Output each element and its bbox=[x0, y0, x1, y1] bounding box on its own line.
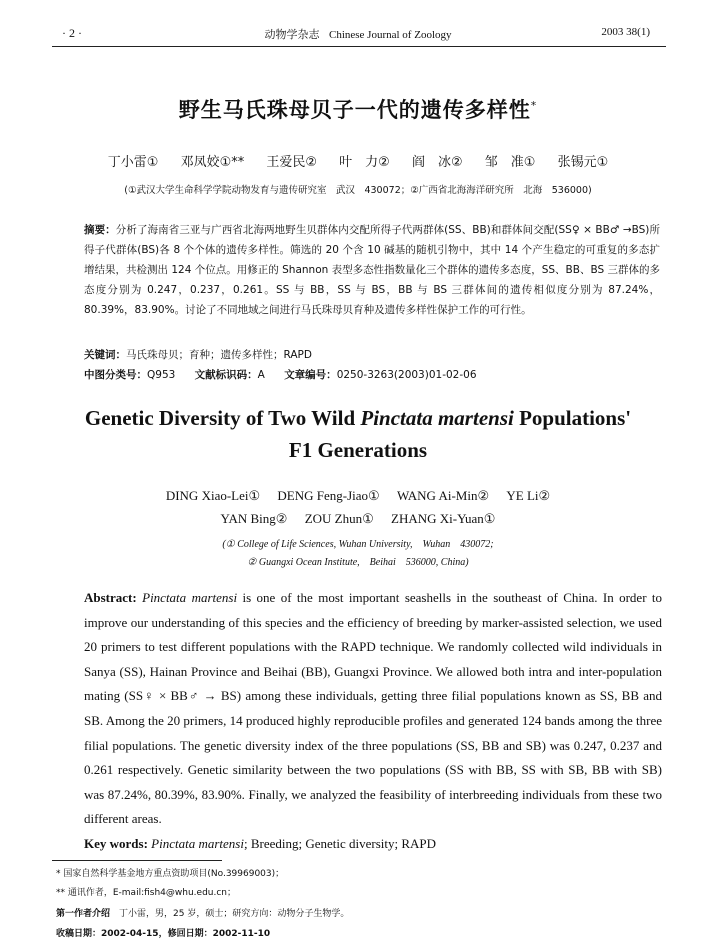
cn-author: 邹 准① bbox=[484, 155, 536, 170]
en-author: WANG Ai-Min② bbox=[396, 488, 490, 503]
en-authors-line-1 bbox=[0, 488, 716, 504]
cn-affiliation: (①武汉大学生命科学学院动物发育与遗传研究室 武汉 430072；②广西省北海海洋研究所 北海 536000) bbox=[124, 185, 592, 196]
footnote-contact: ** 通讯作者，E-mail:fish4@whu.edu.cn； bbox=[56, 888, 236, 898]
en-affiliation-2: ② Guangxi Ocean Institute, Beihai 536000, China) bbox=[247, 557, 469, 568]
en-author: DENG Feng-Jiao① bbox=[277, 488, 380, 503]
journal-name-cn: 动物学杂志 bbox=[264, 28, 320, 41]
en-title-line-1 bbox=[0, 402, 716, 434]
en-abstract-text: is one of the most important seashells in the southeast of China. In order to improve our understanding of this species and the efficiency of breeding by marker-assisted selection, we used 20 primers to test different populations with the RAPD technique. We randomly collected wild individuals in Sanya (SS), Hainan Province and Beihai (BB), Guangxi Province. We allowed both intra and inter-population mating (SS♀ × BB♂ → BS) among these individuals, getting three filial populations known as SS, BB and SB. Among the 20 primers, 14 produced highly reproducible profiles and generated 124 bands among the three filial populations. The genetic diversity index of the three populations (SS, BB and SB) was 0.247, 0.237 and 0.261 respectively. Genetic similarity between the two populations (SS with BB, SS with SB, BB with SB) was 87.24%, 80.39%, 83.90%. Finally, we analyzed the feasibility of interbreeding individuals from these two different areas. bbox=[84, 590, 663, 827]
first-author-text: 丁小雷，男，25 岁，硕士；研究方向：动物分子生物学。 bbox=[119, 909, 350, 919]
en-author: YE Li② bbox=[506, 488, 551, 503]
footnote-dates: 收稿日期：2002-04-15，修回日期：2002-11-10 bbox=[56, 929, 271, 939]
cn-title-footnote-mark: * bbox=[530, 99, 538, 112]
cn-author: 阎 冰② bbox=[411, 155, 463, 170]
cn-author: 王爱民② bbox=[266, 155, 318, 170]
cn-author: 邓凤姣①** bbox=[180, 155, 245, 170]
cn-author: 叶 力② bbox=[339, 155, 390, 170]
cn-abstract bbox=[84, 220, 660, 320]
issue-info: 2003 38(1) bbox=[601, 26, 650, 38]
cn-class-label: 中图分类号： bbox=[84, 369, 147, 381]
cn-keywords-text: 马氏珠母贝；育种；遗传多样性；RAPD bbox=[126, 349, 312, 361]
en-title-line-2: F1 Generations bbox=[288, 438, 428, 462]
cn-abstract-text: 分析了海南省三亚与广西省北海两地野生贝群体内交配所得子代两群体(SS、BB)和群体间交配(SS♀ × BB♂ →BS)所得子代群体(BS)各 8 个个体的遗传多样性。筛选的 20 个含 10 碱基的随机引物中，其中 14 个产生稳定的可重复的多态扩增结果，共检测出 124 个位点。用修正的 Shannon 表型多态性指数量化三个群体的遗传多态度，SS、BB、BS 三群体的多态度分别为 0.247，0.237，0.261。SS 与 BB，SS 与 BS，BB 与 BS 三群体间的遗传相似度分别为 87.24%，80.39%，83.90%。讨论了不同地域之间进行马氏珠母贝育种及遗传多样性保护工作的可行性。 bbox=[84, 224, 660, 316]
cn-title-text: 野生马氏珠母贝子一代的遗传多样性 bbox=[178, 98, 531, 122]
en-abstract-label: Abstract: bbox=[84, 590, 137, 605]
en-author: ZHANG Xi-Yuan① bbox=[391, 511, 496, 526]
cn-keywords-label: 关键词： bbox=[84, 349, 126, 361]
en-title-post: Populations' bbox=[513, 406, 632, 430]
cn-article-value: 0250-3263(2003)01-02-06 bbox=[336, 369, 477, 381]
cn-title bbox=[0, 94, 716, 124]
cn-author: 丁小雷① bbox=[107, 155, 159, 170]
page-number: · 2 · bbox=[62, 26, 82, 40]
header-rule bbox=[52, 46, 666, 47]
en-title-species: Pinctata martensi bbox=[360, 406, 514, 430]
footnote-rule bbox=[52, 860, 222, 861]
cn-classification bbox=[84, 367, 664, 382]
en-keywords-rest: ; Breeding; Genetic diversity; RAPD bbox=[243, 836, 437, 851]
en-author: DING Xiao-Lei① bbox=[165, 488, 261, 503]
cn-doc-label: 文献标识码： bbox=[194, 369, 258, 381]
en-abstract-species: Pinctata martensi bbox=[142, 590, 238, 605]
cn-article-label: 文章编号： bbox=[284, 369, 337, 381]
en-abstract bbox=[84, 586, 662, 832]
en-author: YAN Bing② bbox=[220, 511, 288, 526]
footnote-fund: * 国家自然科学基金地方重点资助项目(No.39969003)； bbox=[56, 869, 285, 879]
cn-doc-value: A bbox=[257, 369, 265, 381]
running-header bbox=[0, 24, 716, 46]
en-title bbox=[0, 402, 716, 466]
cn-author: 张锡元① bbox=[557, 155, 609, 170]
en-title-pre: Genetic Diversity of Two Wild bbox=[84, 406, 361, 430]
en-affiliation-1: (① College of Life Sciences, Wuhan University, Wuhan 430072; bbox=[222, 539, 494, 550]
cn-class-value: Q953 bbox=[147, 369, 176, 381]
en-authors-line-2 bbox=[0, 511, 716, 527]
en-keywords-label: Key words: bbox=[84, 836, 148, 851]
first-author-label: 第一作者介绍 bbox=[56, 909, 111, 919]
en-keywords bbox=[84, 836, 664, 852]
en-author: ZOU Zhun① bbox=[304, 511, 374, 526]
journal-name-en: Chinese Journal of Zoology bbox=[328, 29, 452, 41]
cn-authors bbox=[0, 151, 716, 170]
cn-keywords bbox=[84, 347, 664, 362]
en-keywords-species: Pinctata martensi bbox=[151, 836, 244, 851]
cn-abstract-label: 摘要： bbox=[84, 224, 116, 236]
footnote-first-author bbox=[56, 906, 676, 919]
